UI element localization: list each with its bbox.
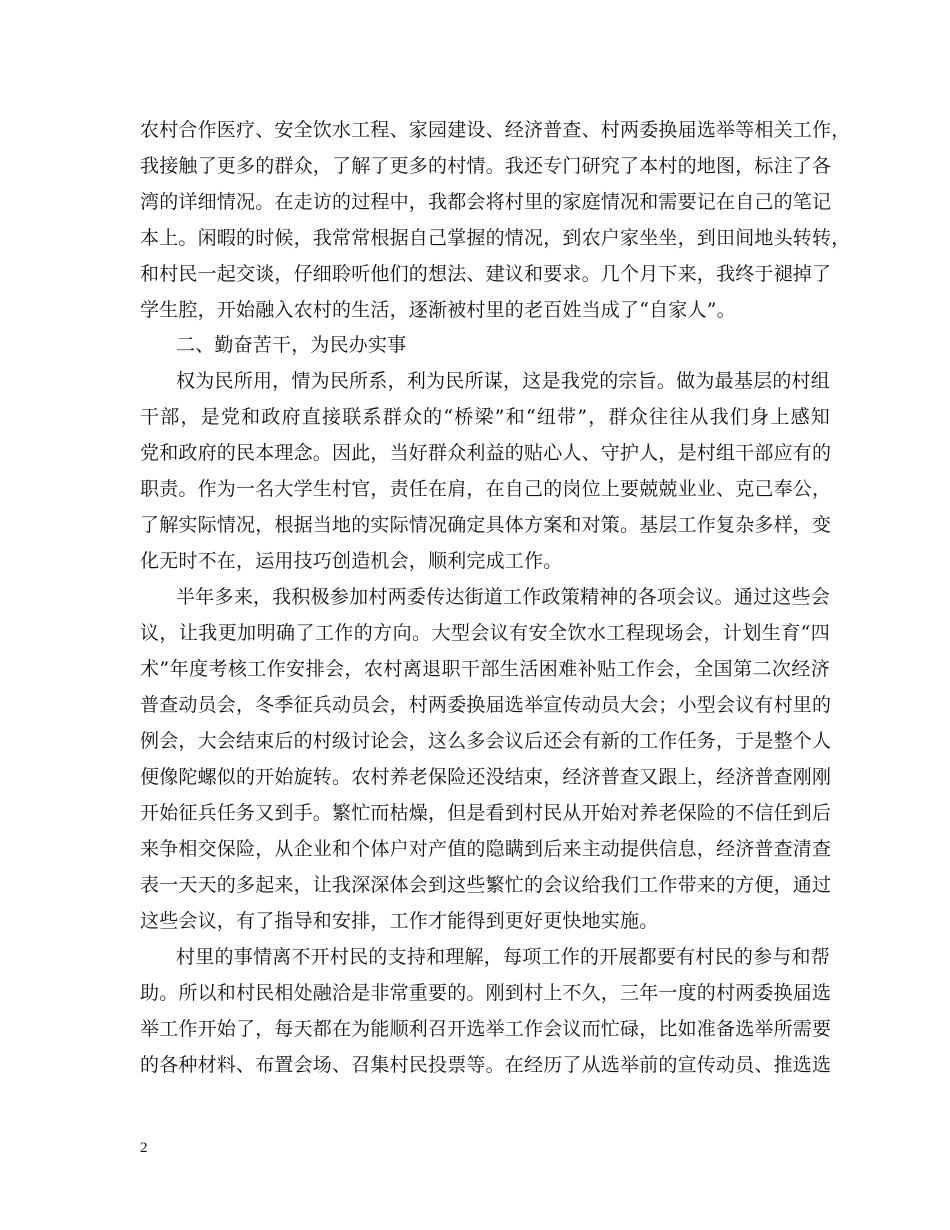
text-line: 的各种材料、布置会场、召集村民投票等。在经历了从选举前的宣传动员、推选选 [140,1054,832,1076]
text-line: 村里的事情离不开村民的支持和理解，每项工作的开展都要有村民的参与和帮 [176,946,830,968]
text-line: 议，让我更加明确了工作的方向。大型会议有安全饮水工程现场会，计划生育“四 [140,622,830,644]
text-line: 干部，是党和政府直接联系群众的“桥梁”和“纽带”，群众往往从我们身上感知 [140,406,830,428]
text-line: 普查动员会，冬季征兵动员会，村两委换届选举宣传动员大会；小型会议有村里的 [140,694,832,716]
text-line: 术”年度考核工作安排会，农村离退职干部生活困难补贴工作会，全国第二次经济 [140,658,830,680]
text-line: 党和政府的民本理念。因此，当好群众利益的贴心人、守护人，是村组干部应有的 [140,442,832,464]
text-line: 职责。作为一名大学生村官，责任在肩，在自己的岗位上要兢兢业业、克己奉公， [140,478,832,500]
text-line: 湾的详细情况。在走访的过程中，我都会将村里的家庭情况和需要记在自己的笔记 [140,191,832,213]
page-number: 2 [140,1140,148,1156]
text-line: 化无时不在，运用技巧创造机会，顺利完成工作。 [140,550,563,572]
text-line: 农村合作医疗、安全饮水工程、家园建设、经济普查、村两委换届选举等相关工作， [140,119,851,141]
text-line: 便像陀螺似的开始旋转。农村养老保险还没结束，经济普查又跟上，经济普查刚刚 [140,766,832,788]
text-line: 我接触了更多的群众，了解了更多的村情。我还专门研究了本村的地图，标注了各 [140,155,832,177]
text-line: 半年多来，我积极参加村两委传达街道工作政策精神的各项会议。通过这些会 [176,586,830,608]
text-line: 本上。闲暇的时候，我常常根据自己掌握的情况，到农户家坐坐，到田间地头转转， [140,227,851,249]
text-line: 和村民一起交谈，仔细聆听他们的想法、建议和要求。几个月下来，我终于褪掉了 [140,263,832,285]
text-line: 举工作开始了，每天都在为能顺利召开选举工作会议而忙碌，比如准备选举所需要 [140,1018,832,1040]
text-line: 开始征兵任务又到手。繁忙而枯燥，但是看到村民从开始对养老保险的不信任到后 [140,802,832,824]
text-line: 这些会议，有了指导和安排，工作才能得到更好更快地实施。 [140,910,659,932]
text-line: 来争相交保险，从企业和个体户对产值的隐瞒到后来主动提供信息，经济普查清查 [140,838,832,860]
text-line: 表一天天的多起来，让我深深体会到这些繁忙的会议给我们工作带来的方便，通过 [140,874,832,896]
text-line: 了解实际情况，根据当地的实际情况确定具体方案和对策。基层工作复杂多样，变 [140,514,832,536]
text-line: 学生腔，开始融入农村的生活，逐渐被村里的老百姓当成了“自家人”。 [140,299,736,321]
text-line: 权为民所用，情为民所系，利为民所谋，这是我党的宗旨。做为最基层的村组 [176,370,830,392]
section-heading: 二、勤奋苦干，为民办实事 [176,334,407,356]
text-line: 例会，大会结束后的村级讨论会，这么多会议后还会有新的工作任务，于是整个人 [140,730,832,752]
text-line: 助。所以和村民相处融洽是非常重要的。刚到村上不久，三年一度的村两委换届选 [140,982,832,1004]
